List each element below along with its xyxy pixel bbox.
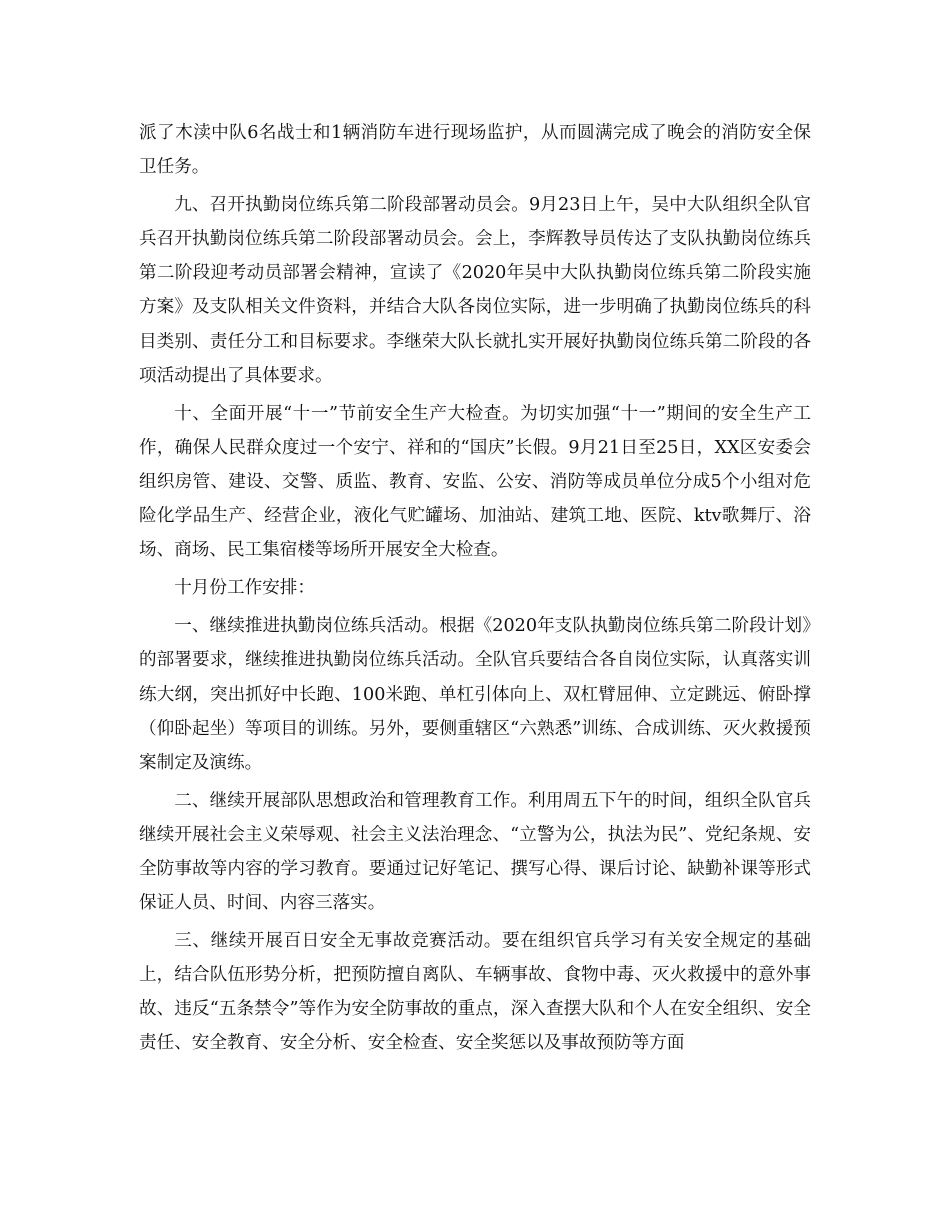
paragraph-item-10: 十、全面开展“十一”节前安全生产大检查。为切实加强“十一”期间的安全生产工作，确保人民群众度过一个安宁、祥和的“国庆”长假。9月21日至25日，XX区安委会组织房管、建设、交警、质监、教育、安监、公安、消防等成员单位分成5个小组对危险化学品生产、经营企业，液化气贮罐场、加油站、建筑工地、医院、ktv歌舞厅、浴场、商场、民工集宿楼等场所开展安全大检查。 <box>139 403 811 561</box>
section-heading-october-plan: 十月份工作安排： <box>174 578 315 599</box>
paragraph-plan-3: 三、继续开展百日安全无事故竞赛活动。要在组织官兵学习有关安全规定的基础上，结合队伍形势分析，把预防擅自离队、车辆事故、食物中毒、灭火救援中的意外事故、违反“五条禁令”等作为安全防事故的重点，深入查摆大队和个人在安全组织、安全责任、安全教育、安全分析、安全检查、安全奖惩以及事故预防等方面 <box>139 931 811 1054</box>
paragraph-item-9: 九、召开执勤岗位练兵第二阶段部署动员会。9月23日上午，吴中大队组织全队官兵召开执勤岗位练兵第二阶段部署动员会。会上，李辉教导员传达了支队执勤岗位练兵第二阶段迎考动员部署会精神，宣读了《2020年吴中大队执勤岗位练兵第二阶段实施方案》及支队相关文件资料，并结合大队各岗位实际，进一步明确了执勤岗位练兵的科目类别、责任分工和目标要求。李继荣大队长就扎实开展好执勤岗位练兵第二阶段的各项活动提出了具体要求。 <box>139 195 811 386</box>
paragraph-plan-1: 一、继续推进执勤岗位练兵活动。根据《2020年支队执勤岗位练兵第二阶段计划》的部署要求，继续推进执勤岗位练兵活动。全队官兵要结合各自岗位实际，认真落实训练大纲，突出抓好中长跑、100米跑、单杠引体向上、双杠臂屈伸、立定跳远、俯卧撑（仰卧起坐）等项目的训练。另外，要侧重辖区“六熟悉”训练、合成训练、灭火救援预案制定及演练。 <box>139 616 811 773</box>
document-body <box>139 116 811 1061</box>
paragraph-plan-2: 二、继续开展部队思想政治和管理教育工作。利用周五下午的时间，组织全队官兵继续开展社会主义荣辱观、社会主义法治理念、“立警为公，执法为民”、党纪条规、安全防事故等内容的学习教育。要通过记好笔记、撰写心得、课后讨论、缺勤补课等形式保证人员、时间、内容三落实。 <box>139 790 811 914</box>
paragraph-continuation: 派了木渎中队6名战士和1辆消防车进行现场监护，从而圆满完成了晚会的消防安全保卫任务。 <box>139 123 811 178</box>
